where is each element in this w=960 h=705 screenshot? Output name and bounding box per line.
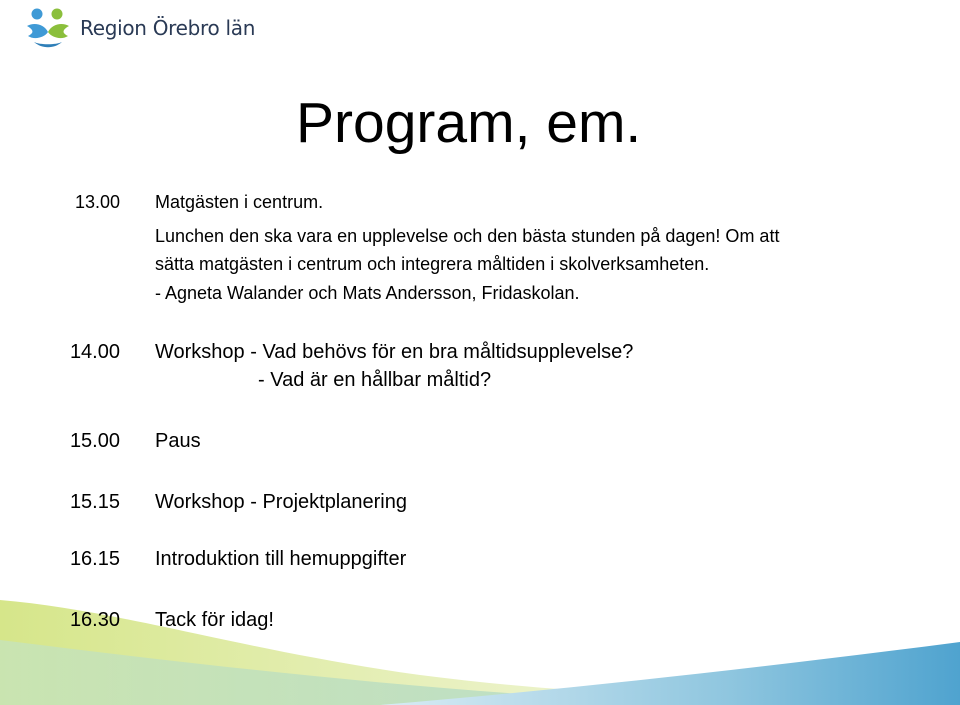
agenda-text: sätta matgästen i centrum och integrera måltiden i skolverksamheten.	[155, 254, 710, 274]
agenda-time: 13.00	[74, 192, 120, 212]
agenda-time: 15.15	[69, 491, 120, 513]
logo-text: Region Örebro län	[80, 16, 256, 40]
agenda-text: Matgästen i centrum.	[155, 192, 324, 212]
page-title: Program, em.	[296, 91, 642, 155]
agenda-text: Tack för idag!	[155, 609, 274, 631]
agenda-text: Lunchen den ska vara en upplevelse och den bästa stunden på dagen! Om att	[155, 226, 780, 246]
agenda-time: 14.00	[69, 341, 120, 363]
agenda-time: 16.15	[69, 548, 120, 570]
agenda-text: Paus	[155, 430, 201, 452]
agenda-text: - Vad är en hållbar måltid?	[258, 369, 492, 391]
agenda-text: Workshop - Projektplanering	[155, 491, 407, 513]
agenda-time: 16.30	[69, 609, 120, 631]
agenda-text: Introduktion till hemuppgifter	[155, 548, 407, 570]
agenda-text: Workshop - Vad behövs för en bra måltidsupplevelse?	[155, 341, 634, 363]
agenda-time: 15.00	[69, 430, 120, 452]
agenda-text: - Agneta Walander och Mats Andersson, Fridaskolan.	[155, 283, 580, 303]
